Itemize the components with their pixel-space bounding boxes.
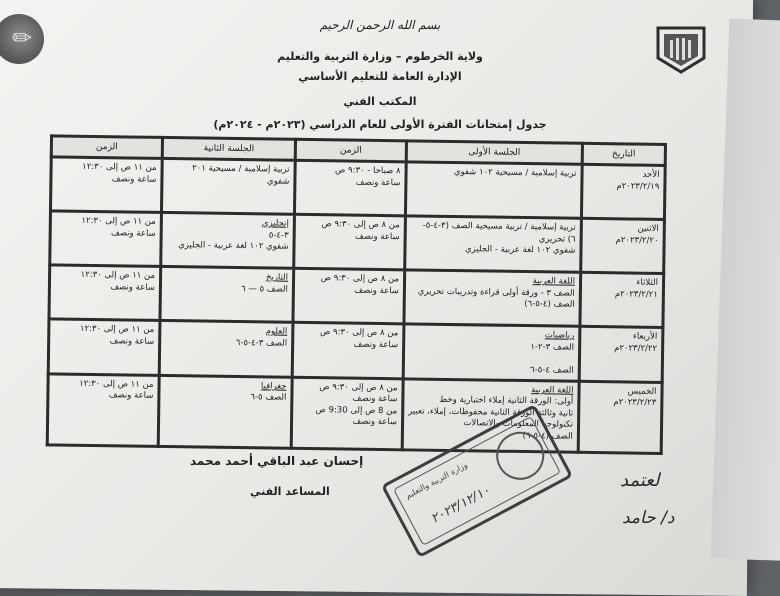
exam-schedule-table bbox=[46, 134, 667, 455]
state-ministry-line: ولاية الخرطوم – وزارة التربية والتعليم bbox=[277, 50, 483, 63]
table-row bbox=[49, 265, 664, 328]
session2-line: شفوي bbox=[266, 176, 290, 187]
session1-cell bbox=[403, 324, 580, 381]
time1-line: من ٨ ص إلى ٩:٣٠ ص bbox=[321, 219, 400, 231]
approval-handwriting: لعتمد bbox=[620, 470, 660, 491]
time1-line: ساعة ونصف bbox=[353, 339, 399, 350]
session1-line: الصف ٤-٥-٦ bbox=[529, 364, 574, 376]
session2-line: الصف ٥ — ٦ bbox=[240, 283, 288, 295]
session1-cell bbox=[405, 162, 582, 218]
time2-line: من ١١ ص إلى ١٢:٣٠ bbox=[82, 161, 157, 174]
time2-line: ساعة ونصف bbox=[111, 173, 157, 185]
table-row bbox=[50, 211, 665, 274]
time1-cell bbox=[293, 268, 405, 324]
time1-line: ساعة ونصف bbox=[354, 285, 399, 296]
date-cell bbox=[581, 164, 665, 219]
session1-line: الصف (٤-٥-٦) bbox=[524, 299, 575, 310]
session1-line: ٦) تحريري bbox=[538, 233, 576, 245]
admin-line: الإدارة العامة للتعليم الأساسي bbox=[298, 70, 462, 83]
time2-line: ساعة ونصف bbox=[109, 335, 155, 347]
time1-line: ٨ صباحا - ٩:٣٠ ص bbox=[334, 165, 401, 177]
time1-line: من ٨ ص إلى ٩:٣٠ ص bbox=[319, 327, 399, 339]
time1-line: ساعة ونصف bbox=[354, 231, 400, 242]
time2-cell bbox=[50, 157, 162, 213]
handwritten-signature: د/ حامد bbox=[622, 508, 675, 528]
session2-line: ٣-٤-٥ bbox=[268, 230, 289, 241]
session1-line: شفوي ١٠٢ لغة عربية - الجليزي bbox=[464, 244, 576, 256]
time2-cell bbox=[47, 374, 159, 447]
session2-subject: إنجليزي bbox=[261, 218, 289, 229]
session1-subject: رياضيات bbox=[544, 330, 575, 341]
state-emblem-icon bbox=[652, 18, 710, 76]
date-cell bbox=[578, 381, 662, 453]
time2-line: من ١١ ص إلى ١٢:٣٠ bbox=[79, 378, 154, 390]
stamp-text: وزارة التربية والتعليم bbox=[403, 460, 469, 501]
session1-line: ثانية وثالثة الورقة الثانية محفوظات، إملاء، تعبير bbox=[408, 406, 574, 419]
time1-cell bbox=[294, 160, 406, 216]
header-time1: الزمن bbox=[295, 139, 406, 162]
session2-cell bbox=[159, 321, 293, 378]
session2-cell bbox=[161, 213, 295, 269]
time2-line: من ١١ ص إلى ١٢:٣٠ bbox=[80, 269, 156, 282]
session2-line: الصف ٥-٦ bbox=[250, 392, 287, 404]
header-session1: الجلسة الأولى bbox=[406, 141, 582, 165]
time1-line: ساعة ونصف bbox=[352, 394, 398, 405]
time2-line: من ١١ ص إلى ١٢:٣٠ bbox=[79, 323, 155, 336]
session2-cell bbox=[160, 267, 294, 323]
time1-line: من ٨ ص إلى ٩:٣٠ ص bbox=[319, 382, 398, 394]
header-session2: الجلسة الثانية bbox=[162, 137, 295, 160]
session1-subject: اللغة العربية bbox=[532, 276, 576, 287]
time2-line: من ١١ ص إلى ١٢:٣٠ bbox=[81, 215, 156, 228]
date-value: ٢٠٢٣/٢/١٩م bbox=[616, 180, 660, 192]
date-cell bbox=[579, 326, 663, 382]
time2-line: ساعة ونصف bbox=[110, 227, 156, 239]
time2-cell bbox=[48, 319, 160, 375]
table-row bbox=[47, 374, 662, 454]
session1-cell bbox=[405, 216, 582, 272]
table-row bbox=[50, 157, 665, 220]
time1-line: من 8 ص إلى 9:30 ص bbox=[315, 405, 398, 417]
time1-line: ساعة ونصف bbox=[355, 177, 401, 188]
session2-line: شفوي ١٠٢ لغة عربية - الجليزي bbox=[178, 240, 289, 252]
binder-hole-icon: ✏ bbox=[0, 14, 44, 64]
time2-cell bbox=[49, 265, 161, 321]
session1-line: تربية إسلامية / تربية مسيحية الصف (٣-٤-٥- bbox=[422, 220, 576, 233]
time1-line: ساعة ونصف bbox=[352, 417, 398, 428]
time1-line: من ٨ ص إلى ٩:٣٠ ص bbox=[320, 273, 400, 285]
header-time2: الزمن bbox=[51, 136, 162, 159]
day-name: الأربعاء bbox=[632, 331, 658, 343]
office-line: المكتب الفني bbox=[343, 95, 417, 108]
session1-line: أولى: الورقة الثانية إملاء اختبارية وخط bbox=[439, 395, 574, 408]
session2-subject: التاريخ bbox=[265, 272, 289, 283]
date-value: ٢٠٢٣/٢/٢٣م bbox=[613, 397, 657, 409]
session1-line: الصف ٣ - ورقة أولى قراءة وتدريبات تحريري bbox=[417, 286, 575, 299]
session1-line: الصف ٣-٢-١ bbox=[530, 341, 575, 353]
day-name: الثلاثاء bbox=[636, 277, 659, 289]
date-value: ٢٠٢٣/٢/٢٠م bbox=[615, 234, 659, 246]
session2-line: الصف ٣-٤-٥-٦ bbox=[235, 337, 288, 349]
session2-subject: العلوم bbox=[265, 326, 288, 337]
session2-subject: جغرافيا bbox=[260, 381, 287, 392]
signatory-role: المساعد الفني bbox=[250, 485, 330, 498]
date-cell bbox=[580, 272, 664, 327]
session1-line: تربية إسلامية / مسيحية ١٠٢ شفوي bbox=[453, 167, 577, 179]
time1-cell bbox=[294, 214, 406, 270]
session1-line: تكنولوجيا المعلومات والاتصالات bbox=[463, 418, 574, 431]
day-name: الأحد bbox=[642, 169, 660, 181]
day-name: الاثنين bbox=[637, 223, 659, 235]
table-row bbox=[48, 319, 663, 382]
time2-line: ساعة ونصف bbox=[108, 390, 154, 402]
date-value: ٢٠٢٣/٢/٢١م bbox=[614, 288, 658, 300]
stamp-date: ٢٠٢٣/١٢/١٠ bbox=[428, 483, 493, 527]
session1-subject: اللغة العربية bbox=[531, 385, 574, 396]
signatory-name: إحسان عبد الباقي أحمد محمد bbox=[190, 454, 364, 468]
session1-line: الصف (٤-٥-٦) bbox=[522, 430, 573, 442]
time2-line: ساعة ونصف bbox=[110, 281, 156, 293]
time2-cell bbox=[50, 211, 162, 267]
session2-line: تربية إسلامية / مسيحية ٢٠١ bbox=[192, 163, 290, 175]
day-name: الخميس bbox=[627, 386, 657, 397]
time1-cell bbox=[291, 377, 403, 450]
date-cell bbox=[581, 218, 665, 273]
schedule-title: جدول إمتحانات الفترة الأولى للعام الدراسي (٢٠٢٣م - ٢٠٢٤م) bbox=[213, 118, 547, 131]
date-value: ٢٠٢٣/٢/٢٢م bbox=[614, 342, 658, 354]
session2-cell bbox=[158, 375, 292, 448]
session2-cell bbox=[161, 159, 295, 215]
time1-cell bbox=[292, 322, 404, 378]
header-date: التاريخ bbox=[582, 143, 665, 165]
basmala: بسم الله الرحمن الرحيم bbox=[319, 18, 441, 32]
session1-cell bbox=[404, 270, 581, 326]
